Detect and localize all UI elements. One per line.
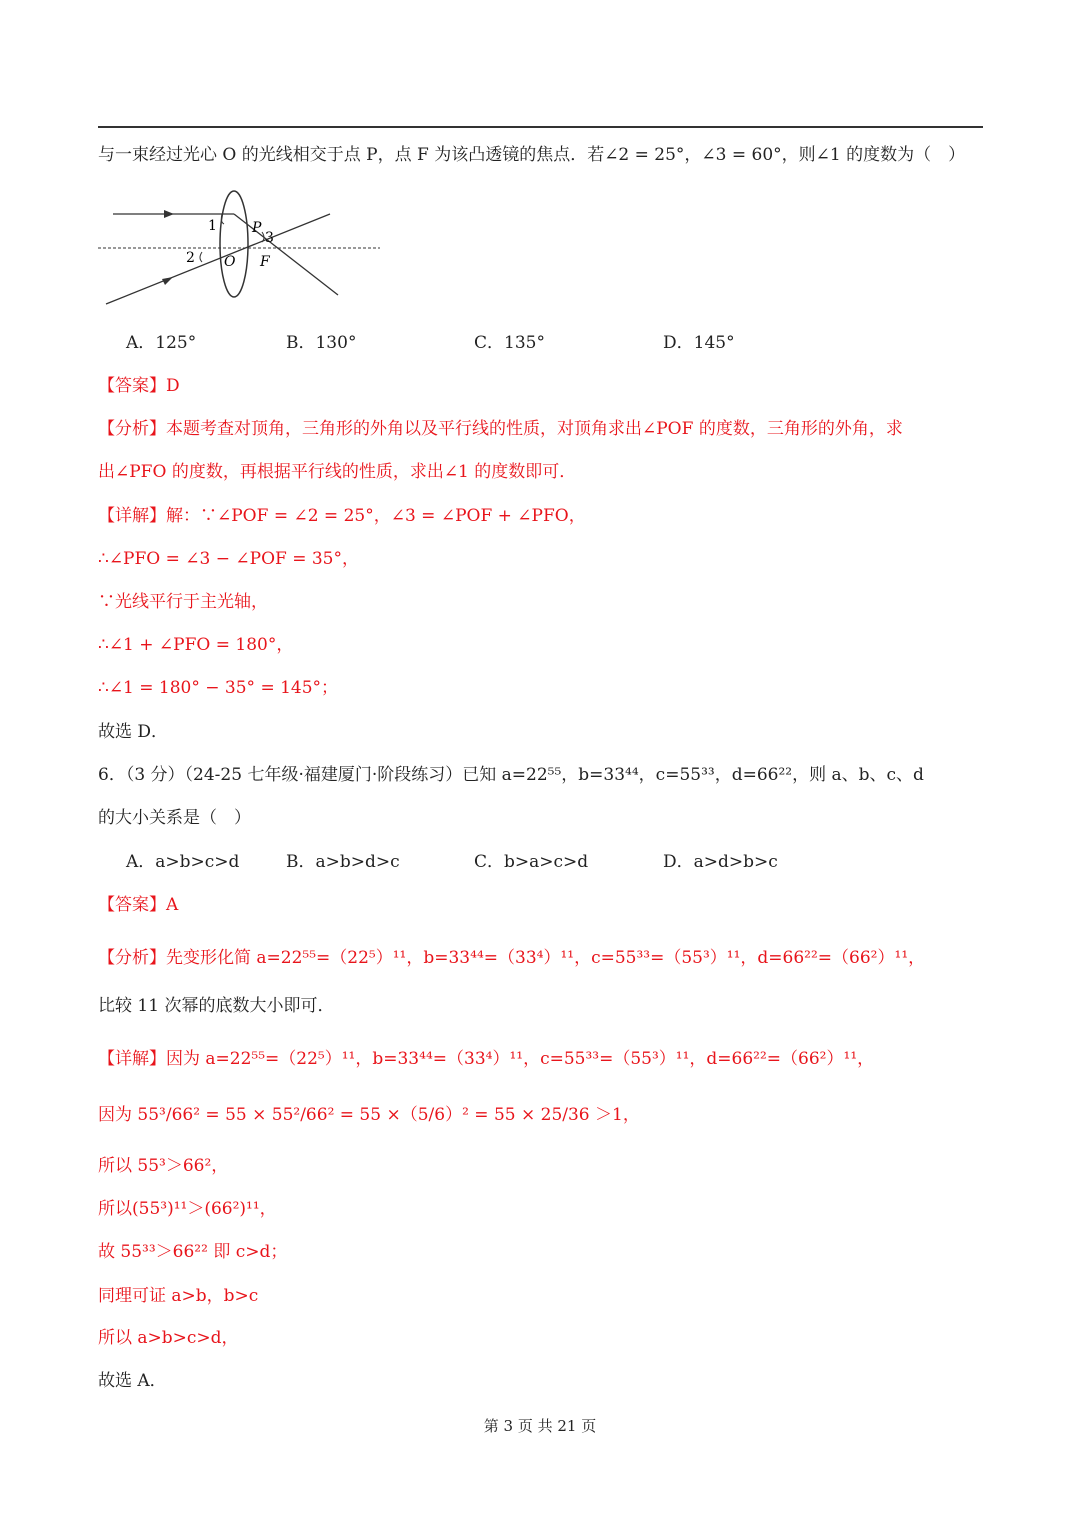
center-ray bbox=[106, 214, 330, 304]
q5-option-c: C．135° bbox=[474, 333, 545, 353]
q5-answer: 【答案】D bbox=[98, 376, 180, 396]
q6-detail-line-3: 所以 55³＞66²， bbox=[98, 1156, 229, 1176]
q5-option-a: A．125° bbox=[126, 333, 197, 353]
convex-lens bbox=[220, 191, 248, 297]
q6-option-a: A．a>b>c>d bbox=[126, 852, 240, 872]
page-footer: 第 3 页 共 21 页 bbox=[483, 1417, 597, 1435]
q5-detail-line-4: ∴∠1 + ∠PFO = 180°， bbox=[98, 635, 294, 655]
q5-stem: 与一束经过光心 O 的光线相交于点 P，点 F 为该凸透镜的焦点．若∠2 = 25°，∠3 = 60°，则∠1 的度数为（ ） bbox=[98, 145, 966, 165]
q5-detail-line-5: ∴∠1 = 180° − 35° = 145°； bbox=[98, 678, 339, 698]
label-2: 2 bbox=[186, 250, 195, 266]
label-F: F bbox=[260, 254, 270, 270]
q6-detail-line-4: 所以(55³)¹¹＞(66²)¹¹， bbox=[98, 1199, 277, 1219]
q5-detail-line-1: 【详解】解：∵∠POF = ∠2 = 25°，∠3 = ∠POF + ∠PFO， bbox=[98, 506, 586, 526]
q5-detail-line-2: ∴∠PFO = ∠3 − ∠POF = 35°， bbox=[98, 549, 359, 569]
q6-stem-line-1: 6．（3 分）（24-25 七年级·福建厦门·阶段练习）已知 a=22⁵⁵，b=33⁴⁴，c=55³³，d=66²²，则 a、b、c、d bbox=[98, 765, 924, 785]
q6-detail-line-1: 【详解】因为 a=22⁵⁵=（22⁵）¹¹，b=33⁴⁴=（33⁴）¹¹，c=55³³=（55³）¹¹，d=66²²=（66²）¹¹， bbox=[98, 1049, 875, 1069]
label-P: P bbox=[252, 220, 262, 236]
q5-option-d: D．145° bbox=[663, 333, 735, 353]
top-rule bbox=[98, 126, 983, 128]
arrow-icon-2 bbox=[162, 277, 173, 285]
q6-detail-line-7: 所以 a>b>c>d， bbox=[98, 1328, 239, 1348]
q6-option-b: B．a>b>d>c bbox=[286, 852, 400, 872]
q6-detail-line-5: 故 55³³＞66²² 即 c>d； bbox=[98, 1242, 288, 1262]
lens-diagram bbox=[98, 180, 388, 310]
label-O: O bbox=[224, 254, 236, 270]
q6-option-d: D．a>d>b>c bbox=[663, 852, 778, 872]
q5-option-b: B．130° bbox=[286, 333, 357, 353]
q6-detail-line-6: 同理可证 a>b，b>c bbox=[98, 1286, 259, 1306]
q6-analysis-line-2: 比较 11 次幂的底数大小即可． bbox=[98, 996, 335, 1016]
q6-analysis-line-1: 【分析】先变形化简 a=22⁵⁵=（22⁵）¹¹，b=33⁴⁴=（33⁴）¹¹，c=55³³=（55³）¹¹，d=66²²=（66²）¹¹， bbox=[98, 948, 926, 968]
refracted-ray bbox=[234, 214, 338, 295]
q5-detail-line-6: 故选 D． bbox=[98, 722, 169, 742]
q5-detail-line-3: ∵光线平行于主光轴， bbox=[98, 592, 268, 612]
q6-detail-line-8: 故选 A． bbox=[98, 1371, 167, 1391]
angle-2-mark bbox=[200, 252, 202, 262]
arrow-icon bbox=[164, 210, 174, 218]
q5-analysis-line-2: 出∠PFO 的度数，再根据平行线的性质，求出∠1 的度数即可． bbox=[98, 462, 577, 482]
q6-detail-line-2: 因为 55³/66² = 55 × 55²/66² = 55 ×（5/6）² = 55 × 25/36 ＞1， bbox=[98, 1105, 640, 1125]
q6-answer: 【答案】A bbox=[98, 895, 179, 915]
q5-analysis-line-1: 【分析】本题考查对顶角，三角形的外角以及平行线的性质，对顶角求出∠POF 的度数，三角形的外角，求 bbox=[98, 419, 903, 439]
q6-option-c: C．b>a>c>d bbox=[474, 852, 589, 872]
label-1: 1 bbox=[208, 218, 217, 234]
q6-stem-line-2: 的大小关系是（ ） bbox=[98, 808, 251, 828]
label-3: 3 bbox=[265, 230, 274, 246]
